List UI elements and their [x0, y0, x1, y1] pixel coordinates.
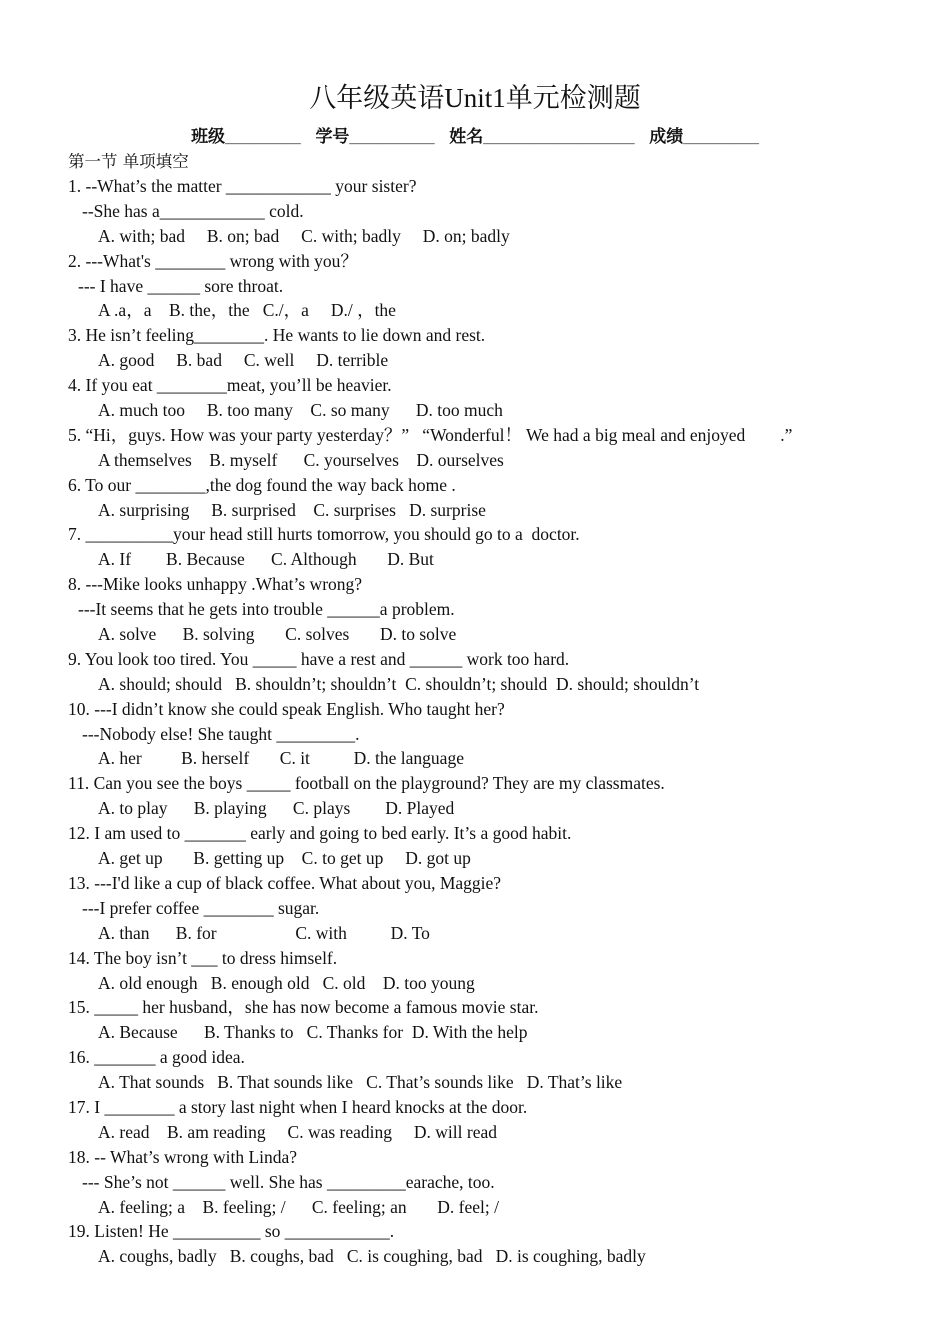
dialogue-reply: ---Nobody else! She taught _________.: [82, 723, 360, 744]
score-field: 成绩________: [649, 127, 759, 146]
page-title: 八年级英语Unit1单元检测题: [309, 83, 641, 113]
dialogue-reply: --- She’s not ______ well. She has _________earache, too.: [82, 1171, 495, 1192]
question-text: 3. He isn’t feeling________. He wants to lie down and rest.: [68, 325, 486, 346]
answer-options: A. old enough B. enough old C. old D. too young: [98, 972, 475, 993]
answer-options: A. good B. bad C. well D. terrible: [98, 350, 389, 371]
answer-options: A. than B. for C. with D. To: [98, 922, 430, 943]
section-title: 第一节 单项填空: [68, 152, 189, 171]
question-text: 17. I ________ a story last night when I heard knocks at the door.: [68, 1096, 528, 1117]
answer-options: A. read B. am reading C. was reading D. will read: [98, 1121, 497, 1142]
question-text: 4. If you eat ________meat, you’ll be heavier.: [68, 375, 392, 396]
answer-options: A. her B. herself C. it D. the language: [98, 748, 464, 769]
question-text: 1. --What’s the matter ____________ your sister?: [68, 176, 417, 196]
answer-options: A. That sounds B. That sounds like C. That’s sounds like D. That’s like: [98, 1072, 623, 1093]
question-text: 19. Listen! He __________ so ____________.: [68, 1221, 395, 1242]
question-text: 11. Can you see the boys _____ football on the playground? They are my classmates.: [68, 773, 665, 794]
question-text: 2. ---What's ________ wrong with you？: [68, 250, 358, 271]
question-text: 13. ---I'd like a cup of black coffee. What about you, Maggie?: [68, 872, 502, 893]
student-number-field: 学号_________: [315, 127, 435, 146]
question-text: 12. I am used to _______ early and going to bed early. It’s a good habit.: [68, 823, 572, 844]
answer-options: A. should; should B. shouldn’t; shouldn’t C. shouldn’t; should D. should; shouldn’t: [98, 673, 700, 694]
question-text: 6. To our ________,the dog found the way back home .: [68, 474, 456, 495]
answer-options: A. get up B. getting up C. to get up D. got up: [98, 848, 471, 869]
question-text: 8. ---Mike looks unhappy .What’s wrong?: [68, 574, 363, 595]
question-text: 10. ---I didn’t know she could speak English. Who taught her?: [68, 698, 505, 719]
answer-options: A. solve B. solving C. solves D. to solve: [98, 624, 457, 645]
question-text: 15. _____ her husband，she has now become a famous movie star.: [68, 997, 539, 1018]
question-text: 5. “Hi，guys. How was your party yesterday？” “Wonderful！ We had a big meal and enjoyed .”: [68, 424, 793, 445]
dialogue-reply: ---It seems that he gets into trouble ______a problem.: [78, 599, 455, 620]
answer-options: A .a，a B. the，the C./，a D./ ，the: [98, 300, 396, 321]
question-list: [68, 174, 928, 1269]
dialogue-reply: --- I have ______ sore throat.: [78, 275, 284, 296]
answer-options: A themselves B. myself C. yourselves D. ourselves: [98, 449, 504, 470]
dialogue-reply: --She has a____________ cold.: [82, 200, 304, 221]
answer-options: A. If B. Because C. Although D. But: [98, 549, 434, 570]
name-field: 姓名________________: [449, 127, 635, 146]
answer-options: A. much too B. too many C. so many D. too much: [98, 400, 503, 421]
question-text: 14. The boy isn’t ___ to dress himself.: [68, 947, 338, 968]
answer-options: A. coughs, badly B. coughs, bad C. is coughing, bad D. is coughing, badly: [98, 1246, 646, 1267]
question-text: 9. You look too tired. You _____ have a rest and ______ work too hard.: [68, 648, 570, 669]
question-text: 16. _______ a good idea.: [68, 1047, 245, 1068]
question-text: 7. __________your head still hurts tomorrow, you should go to a doctor.: [68, 524, 580, 545]
student-info-row: [0, 126, 950, 148]
class-field: 班级________: [191, 127, 301, 146]
answer-options: A. feeling; a B. feeling; / C. feeling; an D. feel; /: [98, 1196, 499, 1217]
dialogue-reply: ---I prefer coffee ________ sugar.: [82, 897, 320, 918]
question-text: 18. -- What’s wrong with Linda?: [68, 1146, 298, 1167]
answer-options: A. to play B. playing C. plays D. Played: [98, 798, 455, 819]
answer-options: A. Because B. Thanks to C. Thanks for D. With the help: [98, 1022, 528, 1043]
answer-options: A. with; bad B. on; bad C. with; badly D. on; badly: [98, 225, 510, 246]
answer-options: A. surprising B. surprised C. surprises D. surprise: [98, 499, 486, 520]
